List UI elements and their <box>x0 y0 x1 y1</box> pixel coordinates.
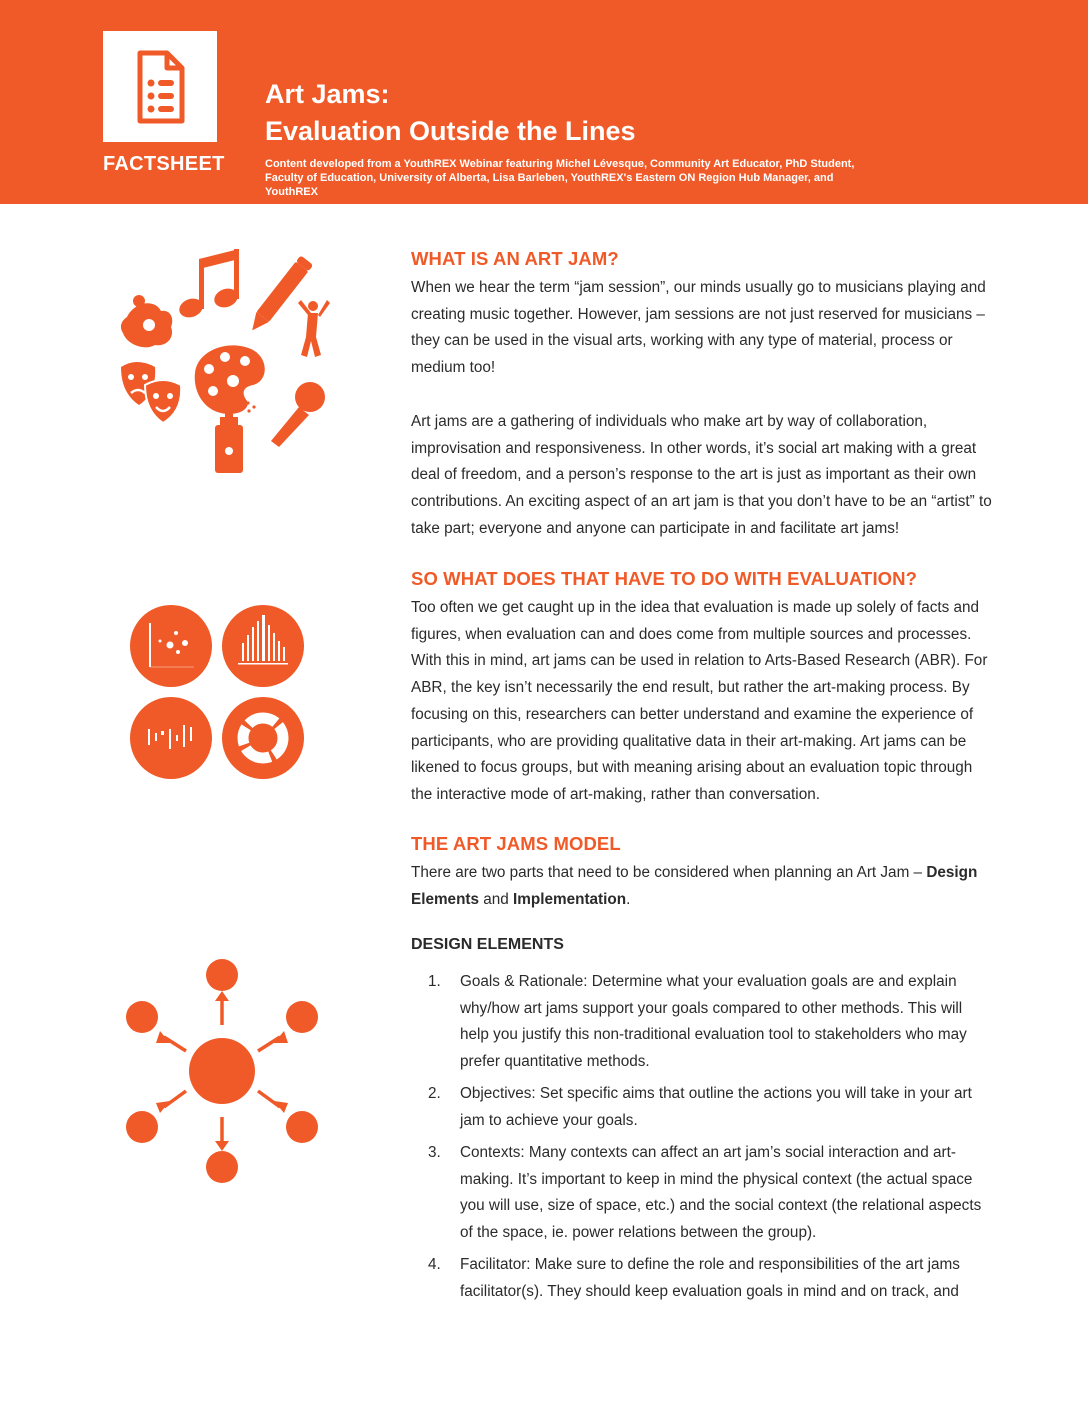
heading-evaluation: SO WHAT DOES THAT HAVE TO DO WITH EVALUATION? <box>411 568 918 589</box>
music-note-icon <box>177 249 241 321</box>
title-line-2: Evaluation Outside the Lines <box>265 116 636 146</box>
art-jam-paragraph-1: When we hear the term “jam session”, our minds usually go to musicians playing and creating music together. However, jam sessions are not just reserved for musicians – they can be used in the visual arts, working with any type of material, process or medium too! <box>411 279 986 377</box>
header-banner <box>0 0 1088 204</box>
page-title <box>265 76 636 150</box>
list-number: 2. <box>428 1085 441 1102</box>
design-elements-subheading: DESIGN ELEMENTS <box>411 936 564 953</box>
implementation-term: Implementation <box>513 890 627 908</box>
list-text: Contexts: Many contexts can affect an art jam’s social interaction and art-making. It’s important to keep in mind the physical context (the actual space you will use, size of space, etc.) and the social context (the relational aspects of the space, ie. power relations between the group). <box>460 1144 982 1241</box>
evaluation-paragraph: Too often we get caught up in the idea that evaluation is made up solely of facts and figures, when evaluation can and does come from multiple sources and processes. With this in mind, art jams can be used in relation to Arts-Based Research (ABR). For ABR, the key isn’t necessarily the end result, but rather the art-making process. By focusing on this, researchers can better understand and examine the experience of participants, who are providing qualitative data in their art-making. Art jams can be likened to focus groups, but with meaning arising about an evaluation topic through the interactive mode of art-making, rather than conversation. <box>411 599 988 803</box>
dancer-icon <box>298 300 330 357</box>
donut-chart-icon <box>222 697 304 779</box>
network-hub-icon <box>118 955 330 1187</box>
art-jam-paragraph-2: Art jams are a gathering of individuals who make art by way of collaboration, improvisation and responsiveness. In other words, it’s social art making with a great deal of freedom, and a person’s response to the art is just as important as their own contributions. An exciting aspect of an art jam is that you don’t have to be an “artist” to take part; everyone and anyone can participate in and facilitate art jams! <box>411 413 992 537</box>
list-item <box>411 1252 986 1305</box>
design-elements-list <box>411 969 986 1311</box>
microphone-icon <box>271 382 325 447</box>
title-line-1: Art Jams: <box>265 79 390 109</box>
line-bars-icon <box>130 697 212 779</box>
list-text: Goals & Rationale: Determine what your evaluation goals are and explain why/how art jams support your goals compared to other methods. This will help you justify this non-traditional evaluation tool to stakeholders who may prefer quantitative methods. <box>460 973 967 1070</box>
bar-chart-icon <box>222 605 304 687</box>
hand-icon <box>121 295 172 347</box>
model-intro-end: . <box>626 890 631 908</box>
list-text: Facilitator: Make sure to define the role and responsibilities of the art jams facilitator(s). They should keep evaluation goals in mind and on track, and <box>460 1256 960 1300</box>
heading-art-jams-model: THE ART JAMS MODEL <box>411 833 621 854</box>
list-number: 3. <box>428 1144 441 1161</box>
arts-illustration <box>105 245 345 480</box>
document-list-icon <box>103 31 217 142</box>
model-intro-text: There are two parts that need to be considered when planning an Art Jam – <box>411 864 927 881</box>
list-number: 1. <box>428 973 441 990</box>
pencil-icon <box>246 255 313 335</box>
list-number: 4. <box>428 1256 441 1273</box>
paint-palette-icon <box>195 345 265 414</box>
factsheet-label: FACTSHEET <box>103 153 225 175</box>
heading-what-is-art-jam: WHAT IS AN ART JAM? <box>411 248 619 269</box>
list-text: Objectives: Set specific aims that outline the actions you will take in your art jam to achieve your goals. <box>460 1085 972 1129</box>
data-icons-illustration <box>130 605 305 780</box>
logo-box <box>103 31 217 142</box>
list-item <box>411 969 986 1075</box>
theatre-masks-icon <box>121 362 181 423</box>
model-intro-and: and <box>479 890 514 908</box>
model-intro <box>411 860 996 913</box>
list-item <box>411 1140 986 1246</box>
credit-text: Content developed from a YouthREX Webinar featuring Michel Lévesque, Community Art Educator, PhD Student, Faculty of Education, University of Alberta, Lisa Barleben, YouthREX's Eastern ON Region Hub Manager, and YouthREX <box>265 158 855 198</box>
list-item <box>411 1081 986 1134</box>
design-elements-term: Design Elements <box>411 864 978 908</box>
scatter-chart-icon <box>130 605 212 687</box>
